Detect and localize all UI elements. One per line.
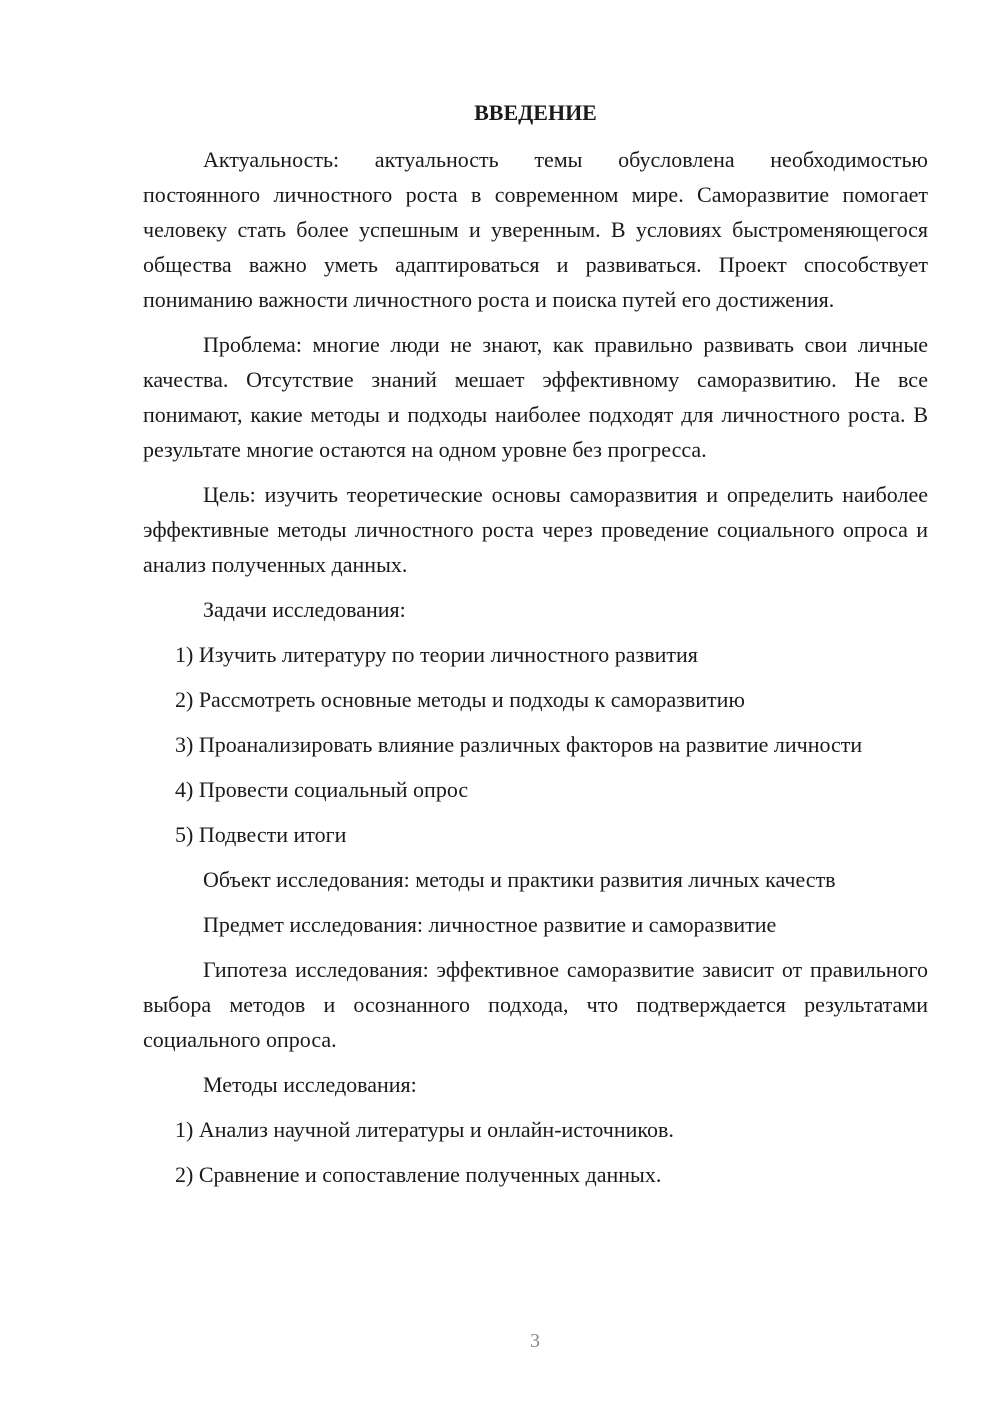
goal-paragraph: Цель: изучить теоретические основы саморазвития и определить наиболее эффективные методы личностного роста через проведение социального опроса и анализ полученных данных. bbox=[143, 482, 928, 577]
section-title: ВВЕДЕНИЕ bbox=[474, 100, 597, 125]
task-item: 5) Подвести итоги bbox=[175, 822, 347, 847]
document-page bbox=[143, 95, 928, 1202]
problem-paragraph: Проблема: многие люди не знают, как правильно развивать свои личные качества. Отсутствие знаний мешает эффективному саморазвитию. Не все понимают, какие методы и подходы наиболее подходят для личностного роста. В результате многие остаются на одном уровне без прогресса. bbox=[143, 332, 928, 462]
task-item: 1) Изучить литературу по теории личностного развития bbox=[175, 642, 698, 667]
object-paragraph: Объект исследования: методы и практики развития личных качеств bbox=[203, 867, 836, 892]
methods-heading: Методы исследования: bbox=[203, 1072, 417, 1097]
subject-paragraph: Предмет исследования: личностное развитие и саморазвитие bbox=[203, 912, 777, 937]
task-item: 4) Провести социальный опрос bbox=[175, 777, 469, 802]
tasks-heading: Задачи исследования: bbox=[203, 597, 406, 622]
task-item: 3) Проанализировать влияние различных факторов на развитие личности bbox=[175, 732, 863, 757]
task-item: 2) Рассмотреть основные методы и подходы к саморазвитию bbox=[175, 687, 745, 712]
method-item: 1) Анализ научной литературы и онлайн-источников. bbox=[175, 1117, 674, 1142]
hypothesis-paragraph: Гипотеза исследования: эффективное саморазвитие зависит от правильного выбора методов и осознанного подхода, что подтверждается результатами социального опроса. bbox=[143, 957, 928, 1052]
page-number: 3 bbox=[530, 1330, 540, 1352]
method-item: 2) Сравнение и сопоставление полученных данных. bbox=[175, 1162, 662, 1187]
relevance-paragraph: Актуальность: актуальность темы обусловлена необходимостью постоянного личностного роста в современном мире. Саморазвитие помогает человеку стать более успешным и уверенным. В условиях быстроменяющегося общества важно уметь адаптироваться и развиваться. Проект способствует пониманию важности личностного роста и поиска путей его достижения. bbox=[143, 147, 928, 312]
